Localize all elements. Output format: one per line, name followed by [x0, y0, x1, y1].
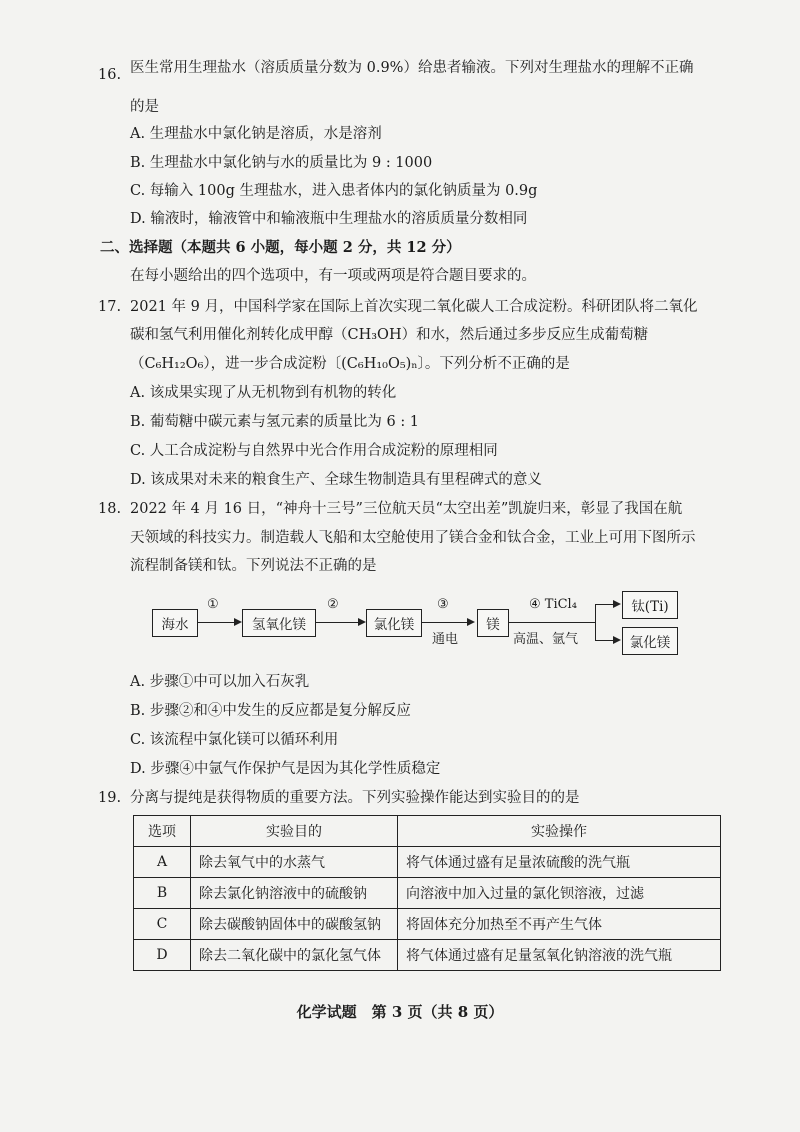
- flow-box-magnesium-chloride: 氯化镁: [366, 609, 422, 637]
- arrow-head-icon: [613, 636, 621, 644]
- question-stem: 2021 年 9 月，中国科学家在国际上首次实现二氧化碳人工合成淀粉。科研团队将二氧化: [130, 299, 698, 315]
- table-cell: 除去氯化钠溶液中的硫酸钠: [191, 878, 398, 909]
- arrow-head-icon: [467, 618, 475, 626]
- section-instruction: 在每小题给出的四个选项中，有一项或两项是符合题目要求的。: [130, 268, 536, 284]
- arrow-head-icon: [613, 600, 621, 608]
- table-cell: 除去氧气中的水蒸气: [191, 847, 398, 878]
- table-cell: C: [134, 909, 191, 940]
- flow-condition-label: 高温、氩气: [513, 632, 579, 647]
- question-stem: 的是: [130, 99, 159, 115]
- table-cell: D: [134, 940, 191, 971]
- experiment-table: [133, 815, 721, 971]
- flow-box-titanium: 钛(Ti): [622, 591, 678, 619]
- table-header: 选项: [134, 816, 191, 847]
- option: C. 该流程中氯化镁可以循环利用: [130, 732, 339, 748]
- question-number: 16.: [98, 67, 122, 83]
- flow-condition-label: 通电: [432, 632, 459, 647]
- table-cell: 向溶液中加入过量的氯化钡溶液，过滤: [398, 878, 721, 909]
- flow-arrow: [595, 640, 613, 641]
- flow-split-line: [595, 604, 596, 640]
- table-row: [134, 878, 721, 909]
- table-cell: B: [134, 878, 191, 909]
- flow-step-label: ①: [207, 597, 219, 612]
- question-stem: 流程制备镁和钛。下列说法不正确的是: [130, 558, 377, 574]
- option: D. 步骤④中氩气作保护气是因为其化学性质稳定: [130, 761, 441, 777]
- table-row: [134, 909, 721, 940]
- question-number: 19.: [98, 790, 122, 806]
- option: C. 人工合成淀粉与自然界中光合作用合成淀粉的原理相同: [130, 443, 498, 459]
- flow-box-magnesium-chloride-output: 氯化镁: [622, 627, 678, 655]
- arrow-head-icon: [358, 618, 366, 626]
- flow-step-label: ④ TiCl₄: [529, 597, 577, 612]
- flow-arrow: [316, 622, 358, 623]
- table-header-row: [134, 816, 721, 847]
- flow-arrow: [198, 622, 234, 623]
- question-stem: 分离与提纯是获得物质的重要方法。下列实验操作能达到实验目的的是: [130, 790, 580, 806]
- table-header: 实验操作: [398, 816, 721, 847]
- question-stem: 天领域的科技实力。制造载人飞船和太空舱使用了镁合金和钛合金，工业上可用下图所示: [130, 530, 696, 546]
- question-stem: （C₆H₁₂O₆），进一步合成淀粉〔(C₆H₁₀O₅)ₙ〕。下列分析不正确的是: [130, 356, 570, 372]
- table-cell: 除去碳酸钠固体中的碳酸氢钠: [191, 909, 398, 940]
- table-row: [134, 847, 721, 878]
- table-header: 实验目的: [191, 816, 398, 847]
- question-stem: 碳和氢气利用催化剂转化成甲醇（CH₃OH）和水，然后通过多步反应生成葡萄糖: [130, 327, 649, 343]
- question-stem: 医生常用生理盐水（溶质质量分数为 0.9%）给患者输液。下列对生理盐水的理解不正确: [130, 60, 694, 76]
- flow-box-magnesium-hydroxide: 氢氧化镁: [242, 609, 316, 637]
- flow-arrow: [509, 622, 595, 623]
- option: B. 生理盐水中氯化钠与水的质量比为 9 : 1000: [130, 155, 433, 171]
- question-number: 17.: [98, 299, 122, 315]
- option: B. 步骤②和④中发生的反应都是复分解反应: [130, 703, 411, 719]
- table-cell: 将气体通过盛有足量氢氧化钠溶液的洗气瓶: [398, 940, 721, 971]
- table-cell: 除去二氧化碳中的氯化氢气体: [191, 940, 398, 971]
- flow-arrow: [422, 622, 467, 623]
- option: A. 该成果实现了从无机物到有机物的转化: [130, 385, 397, 401]
- arrow-head-icon: [234, 618, 242, 626]
- flow-box-seawater: 海水: [152, 609, 198, 637]
- flow-arrow: [595, 604, 613, 605]
- flow-box-magnesium: 镁: [477, 609, 509, 637]
- table-cell: A: [134, 847, 191, 878]
- option: D. 输液时，输液管中和输液瓶中生理盐水的溶质质量分数相同: [130, 211, 528, 227]
- page-footer: 化学试题 第 3 页（共 8 页）: [296, 1003, 504, 1021]
- table-cell: 将固体充分加热至不再产生气体: [398, 909, 721, 940]
- option: C. 每输入 100g 生理盐水，进入患者体内的氯化钠质量为 0.9g: [130, 183, 538, 199]
- table-cell: 将气体通过盛有足量浓硫酸的洗气瓶: [398, 847, 721, 878]
- flow-step-label: ③: [437, 597, 449, 612]
- option: A. 生理盐水中氯化钠是溶质，水是溶剂: [130, 126, 382, 142]
- option: B. 葡萄糖中碳元素与氢元素的质量比为 6 : 1: [130, 414, 420, 430]
- table-row: [134, 940, 721, 971]
- section-title: 二、选择题（本题共 6 小题，每小题 2 分，共 12 分）: [100, 239, 461, 256]
- option: A. 步骤①中可以加入石灰乳: [130, 674, 310, 690]
- question-stem: 2022 年 4 月 16 日，“神舟十三号”三位航天员“太空出差”凯旋归来，彰显了我国在航: [130, 501, 683, 517]
- question-number: 18.: [98, 501, 122, 517]
- flow-step-label: ②: [327, 597, 339, 612]
- option: D. 该成果对未来的粮食生产、全球生物制造具有里程碑式的意义: [130, 472, 542, 488]
